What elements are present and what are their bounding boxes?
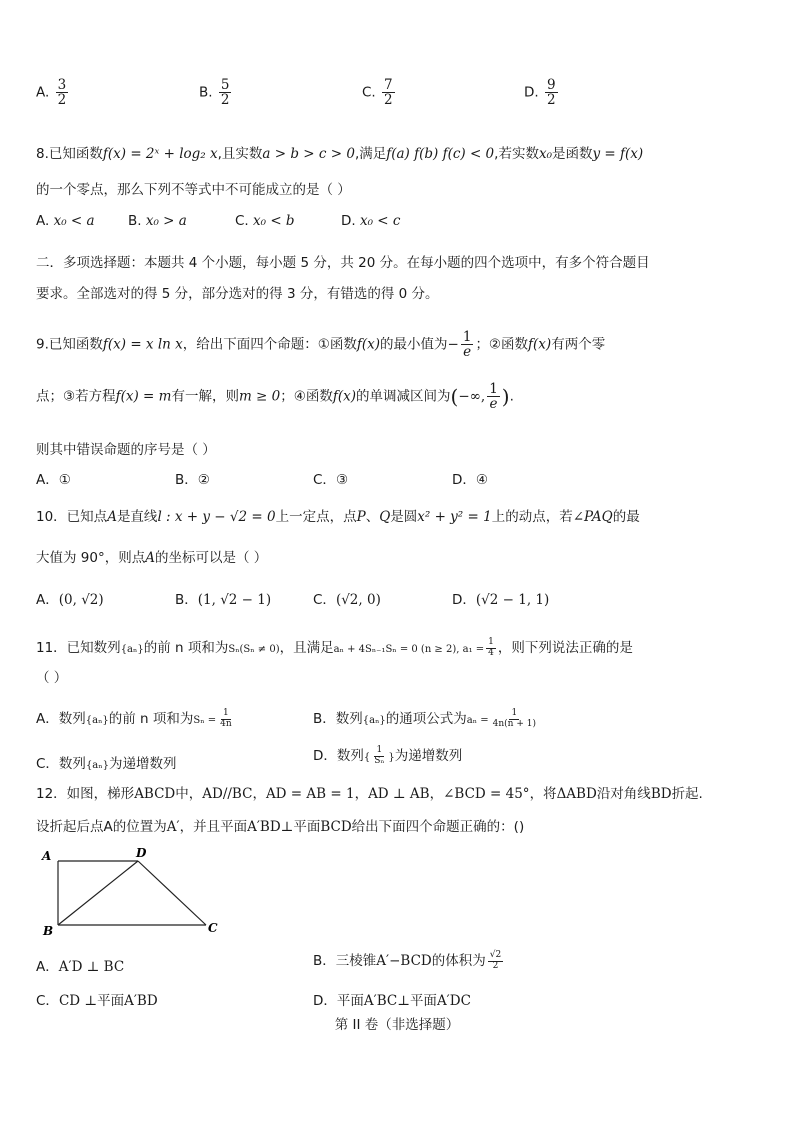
q7-option-c <box>362 78 397 107</box>
denominator: 2 <box>57 92 67 109</box>
math-expr: P <box>356 509 366 525</box>
math-expr: − <box>447 336 459 353</box>
text: 10．已知点 <box>36 509 108 525</box>
trapezoid-figure <box>36 845 226 940</box>
text: 平面 <box>97 993 125 1009</box>
math-expr: A′D ⊥ BC <box>58 959 125 975</box>
numerator: 5 <box>220 77 230 93</box>
math-expr: x₀ > a <box>145 213 187 229</box>
text: 中， <box>175 786 203 802</box>
q10-option-b <box>175 588 271 608</box>
math-expr: y = f(x) <box>592 146 644 162</box>
option-label: D．数列 <box>313 748 364 764</box>
math-expr: BD <box>650 786 672 802</box>
vertex-label-d: D <box>136 846 147 860</box>
fraction <box>487 382 500 411</box>
math-expr: (0, √2) <box>58 592 104 608</box>
numerator: 1 <box>376 745 383 756</box>
text: 上一定点，点 <box>275 509 357 525</box>
fraction <box>382 78 395 107</box>
edge-dc <box>138 861 206 925</box>
math-expr: Sₙ = <box>193 715 217 726</box>
q7-option-a <box>36 78 70 107</box>
q10-option-c <box>313 588 381 608</box>
fraction <box>219 78 232 107</box>
math-expr: f(a) f(b) f(c) < 0 <box>386 146 495 162</box>
text: ,且实数 <box>217 146 263 162</box>
math-expr: (√2, 0) <box>335 592 381 608</box>
math-expr: A <box>107 509 117 525</box>
text: 8.已知函数 <box>36 146 103 162</box>
math-expr: (√2 − 1, 1) <box>475 592 550 608</box>
text: ；②函数 <box>475 336 529 353</box>
vertex-label-c: C <box>208 921 218 935</box>
q10-option-a <box>36 588 104 608</box>
text: 平面 <box>293 819 321 835</box>
option-label: A． <box>36 959 59 975</box>
option-label: A. <box>36 213 50 229</box>
math-expr: f(x) = m <box>115 388 172 405</box>
text: ；④函数 <box>280 388 333 405</box>
numerator: 1 <box>488 637 494 648</box>
option-label: C． <box>313 592 336 608</box>
q8-option-a <box>36 213 95 229</box>
q9-stem-line1 <box>36 330 605 359</box>
q8-stem-line2: 的一个零点，那么下列不等式中不可能成立的是（ ） <box>36 182 351 198</box>
math-expr: A′BD <box>124 993 158 1009</box>
math-expr: (1, √2 − 1) <box>197 592 272 608</box>
numerator: √2 <box>489 950 502 961</box>
text: ,若实数 <box>494 146 539 162</box>
option-value: ③ <box>335 472 349 488</box>
q9-stem-line2 <box>36 382 514 411</box>
math-expr: A′ <box>166 819 180 835</box>
option-label: D．平面 <box>313 993 364 1009</box>
math-expr: ΔABD <box>556 786 597 802</box>
text: ， <box>354 786 369 802</box>
option-label: A． <box>36 592 59 608</box>
text: 的最小值为 <box>380 336 448 353</box>
math-expr: AD//BC <box>202 786 253 802</box>
paren: ( <box>450 384 459 409</box>
option-label: A． <box>36 472 59 488</box>
text: 的单调减区间为 <box>356 388 451 405</box>
fraction <box>491 709 538 729</box>
numerator: 1 <box>489 381 498 397</box>
text: ，且满足 <box>279 640 334 656</box>
text: 平面 <box>409 993 437 1009</box>
text: 大值为 90°，则点 <box>36 550 146 566</box>
math-expr: x² + y² = 1 <box>417 509 492 525</box>
q11-stem-line2: （ ） <box>36 670 68 686</box>
q12-option-d <box>313 989 471 1009</box>
q12-stem-line2 <box>36 815 524 835</box>
math-expr: CD ⊥ <box>58 993 98 1009</box>
math-expr: {aₙ} <box>120 644 144 655</box>
math-expr: aₙ + 4Sₙ₋₁Sₙ = 0 (n ≥ 2), a₁ = <box>333 644 485 655</box>
fraction <box>488 951 503 971</box>
option-label: C． <box>36 993 59 1009</box>
denominator: Sₙ <box>374 755 385 766</box>
math-expr: AD ⊥ AB <box>368 786 430 802</box>
text: ，将 <box>529 786 557 802</box>
math-expr: aₙ = <box>466 715 489 726</box>
option-label: C. <box>362 84 376 101</box>
math-expr: AD = AB = 1 <box>265 786 355 802</box>
fraction <box>486 638 496 658</box>
math-expr: f(x) <box>356 336 381 353</box>
fraction <box>56 78 69 107</box>
text: ，则下列说法正确的是 <box>497 640 633 656</box>
text: 是函数 <box>551 146 593 162</box>
denominator: 2 <box>546 92 556 109</box>
math-expr: f(x) <box>528 336 552 353</box>
q8-stem-line1 <box>36 142 643 162</box>
brace: } <box>388 752 395 763</box>
q12-option-c <box>36 989 158 1009</box>
text: 的体积为 <box>431 953 486 969</box>
text: ， <box>252 786 266 802</box>
option-label: B. <box>128 213 142 229</box>
fraction <box>218 709 234 729</box>
text: ,满足 <box>354 146 387 162</box>
math-expr: x₀ < c <box>359 213 401 229</box>
q8-option-c <box>235 213 295 229</box>
option-label: C． <box>313 472 336 488</box>
text: 是圆 <box>390 509 418 525</box>
text: 有两个零 <box>551 336 606 353</box>
vertex-label-b: B <box>43 924 54 938</box>
option-value: ① <box>58 472 71 488</box>
denominator: 4n(n + 1) <box>492 718 536 729</box>
section-footer: 第 II 卷（非选择题） <box>334 1017 460 1033</box>
option-label: C．数列 <box>36 756 86 772</box>
math-expr: f(x) = x ln x <box>102 336 183 353</box>
q8-option-d <box>341 213 400 229</box>
option-label: D. <box>524 84 539 101</box>
q12-stem-line1 <box>36 782 703 802</box>
paren: ) <box>501 384 510 409</box>
q9-stem-line3: 则其中错误命题的序号是（ ） <box>36 442 216 458</box>
numerator: 1 <box>511 708 518 719</box>
q7-option-d <box>524 78 560 107</box>
math-expr: f(x) = 2ˣ + log₂ x <box>102 146 218 162</box>
math-expr: f(x) <box>332 388 357 405</box>
numerator: 1 <box>223 708 229 719</box>
text: 的前 n 项和为 <box>143 640 229 656</box>
text: 是直线 <box>116 509 158 525</box>
text: 上的动点，若 <box>491 509 573 525</box>
option-label: B．三棱锥 <box>313 953 377 969</box>
option-label: D． <box>452 592 476 608</box>
vertex-label-a: A <box>42 849 52 863</box>
text: 有一解，则 <box>171 388 239 405</box>
math-expr: ABCD <box>134 786 176 802</box>
text: . <box>509 388 514 405</box>
math-expr: m ≥ 0 <box>238 388 281 405</box>
fraction <box>545 78 558 107</box>
q10-stem-line1 <box>36 505 640 525</box>
q9-option-b <box>175 468 210 488</box>
text: ， <box>429 786 444 802</box>
math-expr: {aₙ} <box>85 715 109 726</box>
text: 折起. <box>671 786 703 802</box>
brace: { <box>363 752 371 763</box>
denominator: 2 <box>384 92 393 109</box>
math-expr: Q <box>379 509 391 525</box>
q11-option-c <box>36 752 176 772</box>
text: 、 <box>365 509 380 525</box>
math-expr: a > b > c > 0 <box>262 146 355 162</box>
text: 点；③若方程 <box>36 388 116 405</box>
numerator: 9 <box>546 77 556 93</box>
numerator: 1 <box>462 329 472 345</box>
denominator: e <box>463 344 472 361</box>
option-label: A．数列 <box>36 711 86 727</box>
text: 12．如图，梯形 <box>36 786 135 802</box>
text: 11．已知数列 <box>36 640 121 656</box>
option-label: B． <box>175 592 198 608</box>
option-value: ② <box>197 472 210 488</box>
q9-option-d <box>452 468 488 488</box>
math-expr: {aₙ} <box>362 715 386 726</box>
math-expr: ∠BCD = 45° <box>443 786 530 802</box>
math-expr: A′BD <box>247 819 281 835</box>
diagonal-bd <box>58 861 138 925</box>
numerator: 3 <box>57 77 67 93</box>
option-label: C. <box>235 213 249 229</box>
text: 的最 <box>612 509 640 525</box>
math-expr: ⊥ <box>397 993 410 1009</box>
text: 的坐标可以是（ ） <box>154 550 268 566</box>
text: 的前 n 项和为 <box>108 711 194 727</box>
denominator: e <box>489 396 498 413</box>
text: ，并且平面 <box>179 819 248 835</box>
text: 为递增数列 <box>108 756 177 772</box>
fraction <box>461 330 474 359</box>
option-label: B. <box>199 84 213 101</box>
denominator: 4 <box>488 647 494 658</box>
math-expr: A′DC <box>436 993 471 1009</box>
math-expr: {aₙ} <box>85 760 109 771</box>
text: 的通项公式为 <box>385 711 467 727</box>
text: 9.已知函数 <box>36 336 103 353</box>
option-value: ④ <box>475 472 489 488</box>
q11-option-a <box>36 707 236 729</box>
math-expr: ⊥ <box>280 819 294 835</box>
q10-stem-line2 <box>36 546 267 566</box>
math-expr: Sₙ(Sₙ ≠ 0) <box>228 644 280 655</box>
math-expr: −∞, <box>458 388 486 405</box>
math-expr: x₀ < a <box>53 213 95 229</box>
q10-option-d <box>452 588 549 608</box>
q11-stem-line1 <box>36 636 633 658</box>
q8-option-b <box>128 213 187 229</box>
q12-option-a <box>36 955 124 975</box>
text: 为递增数列 <box>394 748 463 764</box>
q11-option-b <box>313 707 540 729</box>
text: 沿对角线 <box>596 786 651 802</box>
denominator: 2 <box>492 960 499 971</box>
option-label: B．数列 <box>313 711 363 727</box>
numerator: 7 <box>384 77 393 93</box>
q9-option-a <box>36 468 71 488</box>
math-expr: BCD <box>320 819 352 835</box>
math-expr: x₀ < b <box>253 213 295 229</box>
math-expr: l : x + y − √2 = 0 <box>157 509 276 525</box>
q7-option-b <box>199 78 233 107</box>
section2-line2: 要求。全部选对的得 5 分，部分选对的得 3 分，有错选的得 0 分。 <box>36 286 439 302</box>
math-expr: ∠PAQ <box>572 509 613 525</box>
q11-option-d <box>313 744 462 766</box>
math-expr: x₀ <box>538 146 552 162</box>
text: 给出下面四个命题正确的：() <box>351 819 525 835</box>
denominator: 4n <box>220 718 232 729</box>
denominator: 2 <box>220 92 230 109</box>
math-expr: A′BC <box>363 993 398 1009</box>
option-label: D． <box>452 472 476 488</box>
math-expr: A′−BCD <box>376 953 432 969</box>
text: 设折起后点A的位置为 <box>36 819 167 835</box>
option-label: D. <box>341 213 356 229</box>
section2-line1: 二．多项选择题：本题共 4 个小题，每小题 5 分，共 20 分。在每小题的四个选项中，有多个符合题目 <box>36 255 650 271</box>
option-label: B． <box>175 472 198 488</box>
text: ，给出下面四个命题：①函数 <box>182 336 357 353</box>
fraction <box>372 746 386 766</box>
math-expr: A <box>145 550 155 566</box>
option-label: A. <box>36 84 50 101</box>
q9-option-c <box>313 468 348 488</box>
q12-option-b <box>313 949 505 971</box>
